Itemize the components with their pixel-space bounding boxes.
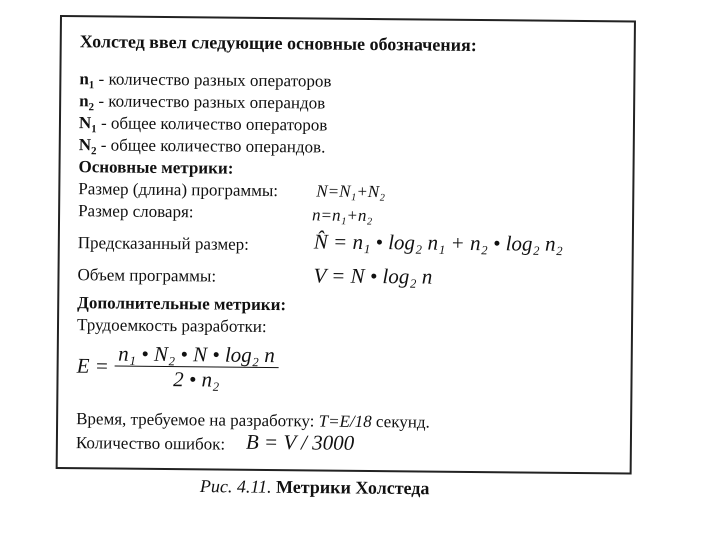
vocab-formula: n=n₁+n₂: [312, 205, 373, 226]
subscript: 1: [91, 123, 97, 136]
description: - общее количество операторов: [96, 113, 328, 135]
notation-N1: [79, 113, 328, 137]
symbol: N: [78, 113, 92, 133]
document-frame: [56, 15, 636, 475]
effort-fraction: [114, 341, 279, 392]
description: - количество разных операндов: [94, 91, 326, 113]
description: - общее количество операндов.: [96, 135, 326, 157]
time-formula: T=E/18: [318, 411, 372, 432]
effort-numerator: n₁ • N₂ • N • log₂ n: [114, 344, 279, 369]
subscript: 2: [90, 145, 97, 158]
effort-label: Трудоемкость разработки:: [76, 315, 267, 336]
volume-formula: V = N • log₂ n: [313, 263, 433, 289]
figure-number: Рис. 4.11.: [199, 476, 272, 497]
basic-metrics-title: Основные метрики:: [78, 157, 234, 178]
extra-metrics-title: Дополнительные метрики:: [77, 293, 287, 315]
effort-formula: [76, 343, 278, 390]
description: - количество разных операторов: [94, 69, 332, 91]
figure-title: Метрики Холстеда: [271, 476, 430, 499]
subscript: 2: [88, 101, 95, 114]
symbol: N: [78, 135, 92, 155]
time-unit: секунд.: [371, 412, 430, 432]
errors-label: Количество ошибок:: [75, 433, 226, 454]
predicted-formula: N̂ = n₁ • log₂ n₁ + n₂ • log₂ n₂: [313, 229, 563, 256]
vocab-label: Размер словаря:: [78, 201, 194, 222]
effort-denominator: 2 • n₂: [173, 367, 220, 392]
size-formula: N=N₁+N₂: [316, 181, 386, 202]
notation-n2: [79, 91, 325, 115]
notation-n1: [79, 69, 331, 93]
notation-N2: [79, 135, 326, 159]
header-text: Холстед ввел следующие основные обозначения:: [79, 31, 477, 56]
symbol: n: [79, 91, 89, 111]
size-label: Размер (длина) программы:: [78, 179, 279, 201]
errors-formula: B = V / 3000: [245, 429, 355, 455]
figure-caption: [200, 476, 430, 499]
volume-label: Объем программы:: [77, 265, 217, 286]
predicted-label: Предсказанный размер:: [77, 233, 250, 254]
symbol: n: [79, 69, 89, 89]
subscript: 1: [88, 79, 95, 92]
time-label: Время, требуемое на разработку:: [76, 409, 319, 431]
effort-lhs: E =: [76, 353, 109, 378]
